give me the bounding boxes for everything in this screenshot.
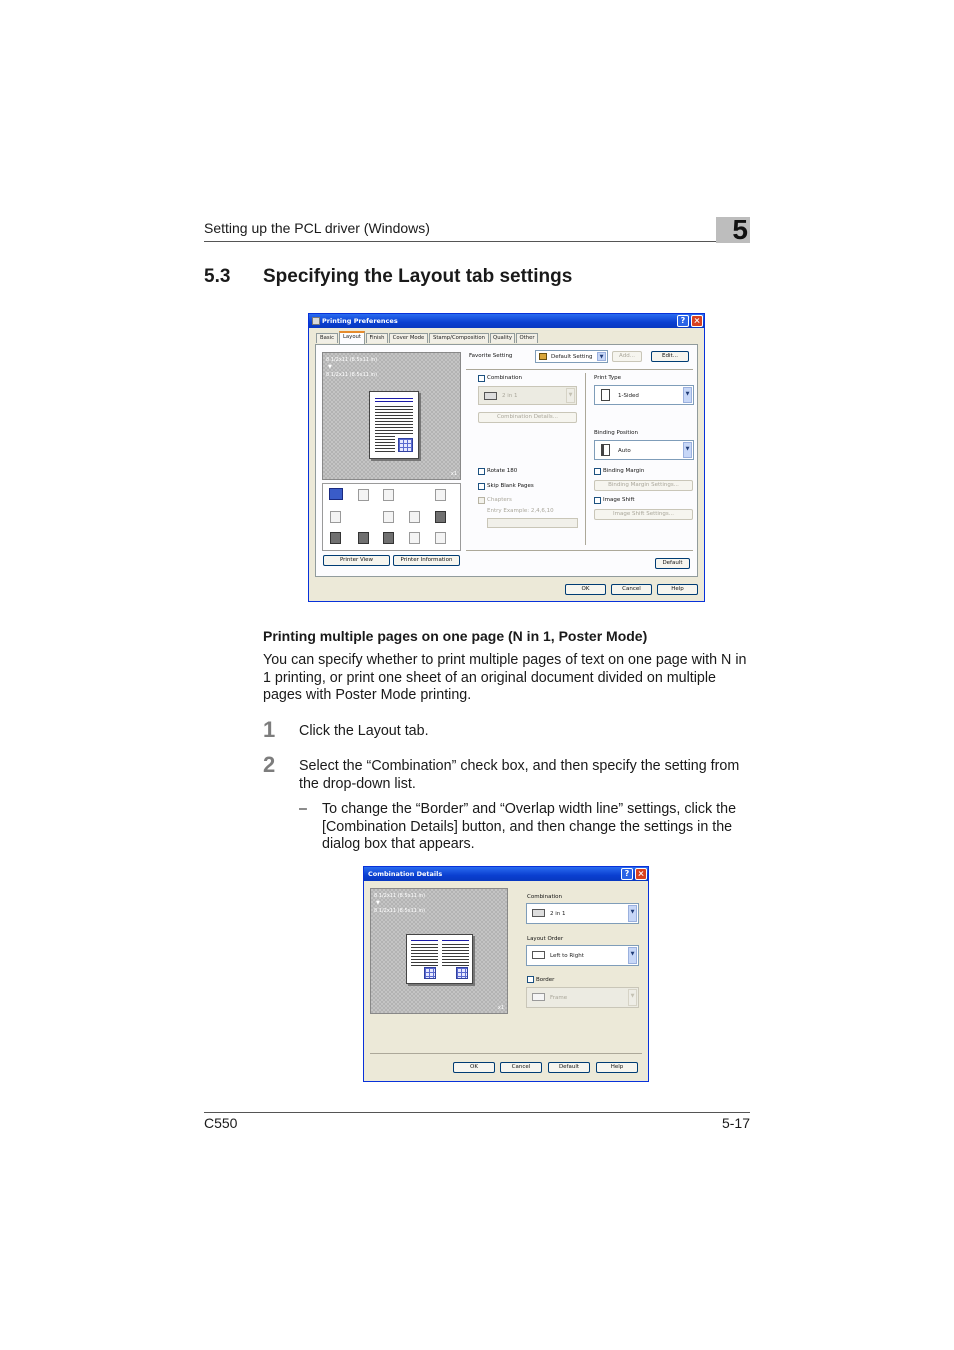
favorite-setting-dropdown[interactable]: Default Setting ▼	[535, 350, 608, 363]
chevron-down-icon: ▼	[628, 947, 637, 964]
chevron-down-icon: ▼	[683, 387, 692, 403]
cancel-button[interactable]: Cancel	[500, 1062, 542, 1073]
preview-sheet	[369, 391, 419, 459]
binding-margin-checkbox[interactable]	[594, 468, 601, 475]
combination-preview	[370, 888, 508, 1014]
function-icon-panel	[322, 483, 461, 551]
chapters-input[interactable]	[487, 518, 578, 528]
dialog-titlebar	[364, 867, 648, 881]
ok-button[interactable]: OK	[453, 1062, 495, 1073]
combination-details-button[interactable]: Combination Details...	[478, 412, 577, 423]
binding-position-label: Binding Position	[594, 430, 638, 436]
tray-function-icon[interactable]	[435, 511, 446, 523]
border-style-dropdown[interactable]: Frame ▼	[526, 987, 639, 1008]
favorite-setting-label: Favorite Setting	[469, 353, 513, 359]
help-button[interactable]: Help	[657, 584, 698, 595]
two-in-one-icon	[532, 909, 545, 917]
quality-function-icon[interactable]	[409, 532, 420, 544]
footer-model: C550	[204, 1115, 238, 1131]
printer-icon	[312, 317, 320, 325]
section-number: 5.3	[204, 266, 231, 287]
chevron-down-icon: ▼	[683, 442, 692, 458]
tab-stamp-composition[interactable]: Stamp/Composition	[429, 333, 489, 343]
chevron-down-icon: ▼	[597, 352, 606, 361]
header-rule	[204, 241, 750, 242]
combination-label: Combination	[527, 894, 562, 900]
tab-cover-mode[interactable]: Cover Mode	[389, 333, 428, 343]
layout-order-label: Layout Order	[527, 936, 564, 942]
chapters-entry-example: Entry Example: 2,4,6,10	[487, 508, 554, 514]
image-shift-label: Image Shift	[603, 497, 635, 503]
punch-function-icon[interactable]	[358, 532, 369, 544]
paper-function-icon[interactable]	[330, 511, 341, 523]
combination-label: Combination	[487, 375, 522, 381]
layout-order-dropdown[interactable]: Left to Right ▼	[526, 945, 639, 966]
section-title: Specifying the Layout tab settings	[263, 266, 573, 287]
bullet-dash: –	[299, 801, 307, 817]
tab-basic[interactable]: Basic	[316, 333, 338, 343]
chapters-checkbox[interactable]	[478, 497, 485, 504]
ok-button[interactable]: OK	[565, 584, 606, 595]
separator	[370, 1053, 642, 1054]
preview-paper-original: 8 1/2x11 (8.5x11 in)	[374, 893, 426, 899]
dialog-title: Printing Preferences	[322, 317, 398, 325]
watermark-function-icon[interactable]	[383, 511, 394, 523]
preview-paper-output: 8 1/2x11 (8.5x11 in)	[326, 372, 378, 378]
footer-page-number: 5-17	[721, 1115, 750, 1131]
preview-copies: x1	[497, 1005, 504, 1011]
left-to-right-icon	[532, 951, 545, 959]
chevron-down-icon: ▼	[628, 989, 637, 1006]
edit-button[interactable]: Edit...	[651, 351, 689, 362]
layout-preview	[322, 352, 461, 480]
step-1-text: Click the Layout tab.	[299, 723, 429, 739]
combination-dropdown[interactable]: 2 in 1 ▼	[526, 903, 639, 924]
preview-paper-output: 8 1/2x11 (8.5x11 in)	[374, 908, 426, 914]
preview-sheet	[406, 934, 473, 984]
dialog-titlebar	[309, 314, 704, 328]
dialog-title: Combination Details	[368, 870, 443, 878]
footer-rule	[204, 1112, 750, 1113]
other-function-icon[interactable]	[435, 532, 446, 544]
preview-paper-original: 8 1/2x11 (8.5x11 in)	[326, 357, 378, 363]
tab-finish[interactable]: Finish	[366, 333, 388, 343]
preview-copies: x1	[450, 471, 457, 477]
tab-other[interactable]: Other	[516, 333, 538, 343]
printing-preferences-dialog	[308, 313, 705, 602]
account-function-icon[interactable]	[383, 532, 394, 544]
chevron-down-icon: ▼	[566, 388, 575, 403]
tab-quality[interactable]: Quality	[490, 333, 515, 343]
layout-function-icon[interactable]	[329, 488, 343, 500]
favorite-icon	[539, 353, 547, 360]
combination-dropdown[interactable]: 2 in 1 ▼	[478, 386, 577, 405]
combination-checkbox[interactable]	[478, 375, 485, 382]
border-label: Border	[536, 977, 555, 983]
rotate-180-label: Rotate 180	[487, 468, 518, 474]
step-2-number: 2	[263, 752, 276, 777]
overlay-function-icon[interactable]	[409, 511, 420, 523]
staple-function-icon[interactable]	[330, 532, 341, 544]
finish-function-icon[interactable]	[358, 489, 369, 501]
two-in-one-icon	[484, 392, 497, 400]
tab-layout[interactable]: Layout	[339, 331, 365, 344]
print-type-dropdown[interactable]: 1-Sided ▼	[594, 385, 694, 405]
image-shift-settings-button[interactable]: Image Shift Settings...	[594, 509, 693, 520]
step-2-text: Select the “Combination” check box, and then specify the setting from the drop-down list.	[299, 758, 740, 792]
help-titlebar-button[interactable]: ?	[621, 868, 633, 880]
stamp-function-icon[interactable]	[435, 489, 446, 501]
intro-paragraph: You can specify whether to print multiple pages of text on one page with N in 1 printing, or print one sheet of an original document divided on multiple pages with Poster Mode printing.	[263, 652, 747, 703]
binding-auto-icon	[601, 444, 610, 456]
rotate-180-checkbox[interactable]	[478, 468, 485, 475]
preview-arrow: ▼	[328, 364, 332, 370]
binding-position-dropdown[interactable]: Auto ▼	[594, 440, 694, 460]
cover-function-icon[interactable]	[383, 489, 394, 501]
preview-arrow: ▼	[376, 900, 380, 906]
binding-margin-settings-button[interactable]: Binding Margin Settings...	[594, 480, 693, 491]
close-button[interactable]	[635, 868, 647, 880]
chevron-down-icon: ▼	[628, 905, 637, 922]
step-1-number: 1	[263, 717, 276, 742]
separator	[466, 550, 693, 551]
default-button[interactable]: Default	[655, 558, 690, 569]
printer-information-button[interactable]: Printer Information	[393, 555, 460, 566]
printer-view-button[interactable]: Printer View	[323, 555, 390, 566]
bullet-text: To change the “Border” and “Overlap width line” settings, click the [Combination Details] button, and then change the settings in the dialog box that appears.	[322, 801, 737, 852]
skip-blank-pages-label: Skip Blank Pages	[487, 483, 534, 489]
border-checkbox[interactable]	[527, 976, 534, 983]
image-shift-checkbox[interactable]	[594, 497, 601, 504]
close-button[interactable]	[691, 315, 703, 327]
chapter-number: 5	[732, 214, 748, 245]
help-titlebar-button[interactable]: ?	[677, 315, 689, 327]
one-sided-icon	[601, 389, 610, 401]
help-button[interactable]: Help	[596, 1062, 638, 1073]
frame-icon	[532, 993, 545, 1001]
separator	[466, 369, 693, 370]
default-button[interactable]: Default	[548, 1062, 590, 1073]
running-header: Setting up the PCL driver (Windows)	[204, 220, 430, 236]
add-button[interactable]: Add...	[612, 351, 642, 362]
cancel-button[interactable]: Cancel	[611, 584, 652, 595]
skip-blank-pages-checkbox[interactable]	[478, 483, 485, 490]
binding-margin-label: Binding Margin	[603, 468, 645, 474]
print-type-label: Print Type	[594, 375, 622, 381]
column-separator	[585, 373, 586, 545]
combination-details-dialog	[363, 866, 649, 1082]
chapters-label: Chapters	[487, 497, 512, 503]
subheading: Printing multiple pages on one page (N in 1, Poster Mode)	[263, 628, 648, 644]
